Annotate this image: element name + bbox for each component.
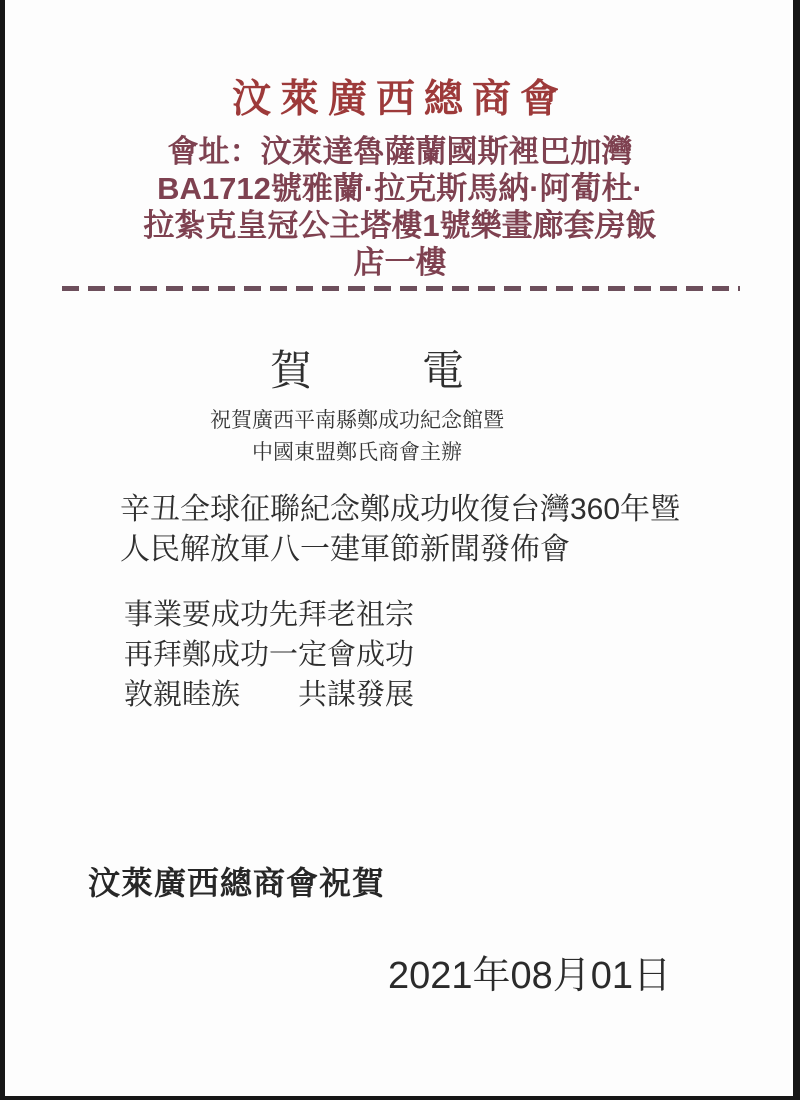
heading-char-left: 賀 [270,347,313,394]
couplet-line: 敦親睦族 共謀發展 [124,679,415,711]
event-line: 人民解放軍八一建軍節新聞發佈會 [120,533,570,566]
congratulatory-couplet [124,595,414,715]
address-line: 拉紮克皇冠公主塔樓1號樂畫廊套房飯 [143,208,657,243]
photo-edge-left [0,0,5,1100]
couplet-line: 再拜鄭成功一定會成功 [124,639,415,671]
photo-edge-right [793,0,800,1100]
address-line: 店一樓 [353,245,447,280]
event-description [120,490,680,570]
address-line: BA1712號雅蘭·拉克斯馬納·阿蔔杜· [157,171,643,206]
heading-char-right: 電 [422,347,465,394]
date: 2021年08月01日 [388,955,672,997]
dedication-line: 祝賀廣西平南縣鄭成功紀念館暨 [210,409,504,432]
org-title: 汶萊廣西總商會 [231,78,568,121]
dashed-divider [62,286,740,291]
event-line: 辛丑全球征聯紀念鄭成功收復台灣360年暨 [120,493,681,526]
dedication-line: 中國東盟鄭氏商會主辦 [252,441,462,464]
dedication [0,405,714,469]
org-address [15,133,785,281]
address-line: 會址：汶萊達魯薩蘭國斯裡巴加灣 [167,134,633,169]
couplet-line: 事業要成功先拜老祖宗 [124,599,415,631]
telegram-heading [270,338,464,398]
photo-edge-bottom [0,1096,800,1100]
signature: 汶萊廣西總商會祝賀 [88,865,386,901]
